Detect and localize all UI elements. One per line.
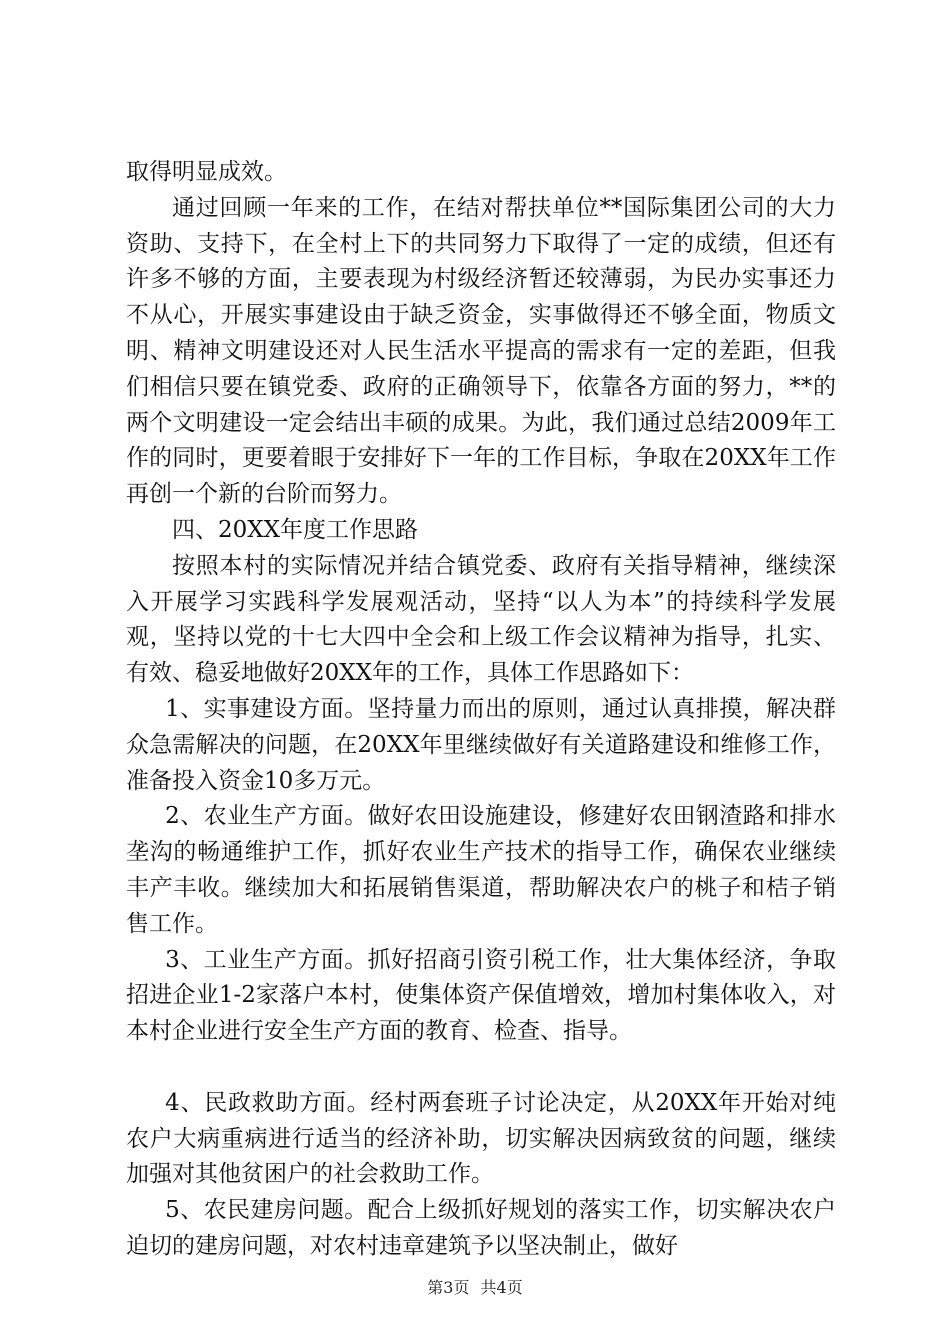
paragraph-approach: 按照本村的实际情况并结合镇党委、政府有关指导精神，继续深入开展学习实践科学发展观活动，坚持“以人为本”的持续科学发展观，坚持以党的十七大四中全会和上级工作会议精神为指导，扎实、有效、稳妥地做好20XX年的工作，具体工作思路如下：	[126, 552, 836, 687]
list-item-industry: 3、工业生产方面。抓好招商引资引税工作，壮大集体经济，争取招进企业1-2家落户本村，使集体资产保值增效，增加村集体收入，对本村企业进行安全生产方面的教育、检查、指导。	[126, 946, 836, 1045]
paragraph-review: 通过回顾一年来的工作，在结对帮扶单位**国际集团公司的大力资助、支持下，在全村上下的共同努力下取得了一定的成绩，但还有许多不够的方面，主要表现为村级经济暂还较薄弱，为民办实事还力不从心，开展实事建设由于缺乏资金，实事做得还不够全面，物质文明、精神文明建设还对人民生活水平提高的需求有一定的差距，但我们相信只要在镇党委、政府的正确领导下，依靠各方面的努力，**的两个文明建设一定会结出丰硕的成果。为此，我们通过总结2009年工作的同时，更要着眼于安排好下一年的工作目标，争取在20XX年工作再创一个新的台阶而努力。	[126, 194, 836, 508]
paragraph-continuation: 取得明显成效。	[126, 159, 287, 185]
section-heading: 四、20XX年度工作思路	[172, 516, 419, 543]
blank-line	[126, 1050, 836, 1086]
list-item-civil-aid: 4、民政救助方面。经村两套班子讨论决定，从20XX年开始对纯农户大病重病进行适当的经济补助，切实解决因病致贫的问题，继续加强对其他贫困户的社会救助工作。	[126, 1089, 836, 1188]
list-item-housing: 5、农民建房问题。配合上级抓好规划的落实工作，切实解决农户迫切的建房问题，对农村违章建筑予以坚决制止，做好	[126, 1197, 836, 1259]
list-item-agriculture: 2、农业生产方面。做好农田设施建设，修建好农田钢渣路和排水垄沟的畅通维护工作，抓好农业生产技术的指导工作，确保农业继续丰产丰收。继续加大和拓展销售渠道，帮助解决农户的桃子和桔子销售工作。	[126, 803, 836, 937]
page-footer	[0, 1275, 950, 1298]
list-item-construction: 1、实事建设方面。坚持量力而出的原则，通过认真排摸，解决群众急需解决的问题，在20XX年里继续做好有关道路建设和维修工作，准备投入资金10多万元。	[126, 695, 836, 794]
page-number: 第3页	[427, 1278, 470, 1297]
page-total: 共4页	[480, 1278, 523, 1297]
document-body	[126, 155, 836, 1265]
